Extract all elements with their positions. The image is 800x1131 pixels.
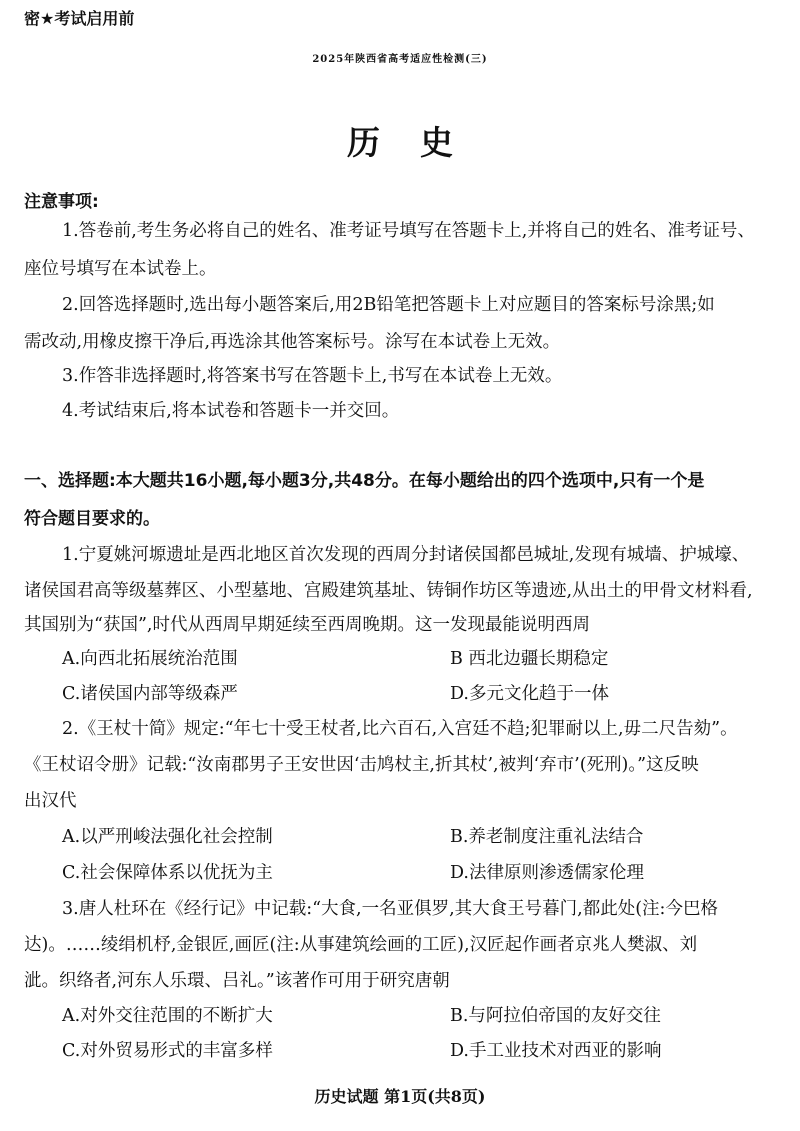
q3-option-b: B.与阿拉伯帝国的友好交往	[450, 1006, 661, 1026]
q1-stem-line-1: 1.宁夏姚河塬遗址是西北地区首次发现的西周分封诸侯国都邑城址,发现有城墙、护城壕、	[62, 545, 750, 565]
q1-option-a: A.向西北拓展统治范围	[62, 649, 238, 669]
q1-stem-line-3: 其国别为“获国”,时代从西周早期延续至西周晚期。这一发现最能说明西周	[24, 615, 590, 635]
notice-item-1-line-2: 座位号填写在本试卷上。	[24, 259, 217, 279]
confidential-label: 密★考试启用前	[24, 9, 135, 28]
page-footer: 历史试题 第1页(共8页)	[314, 1087, 486, 1106]
q2-stem-line-2: 《王杖诏令册》记载:“汝南郡男子王安世因‘击鸠杖主,折其杖’,被判‘弃市’(死刑)。”这反映	[24, 755, 699, 775]
q2-stem-line-1: 2.《王杖十简》规定:“年七十受王杖者,比六百石,入宫廷不趋;犯罪耐以上,毋二尺告劾”。	[62, 719, 738, 739]
q3-option-c: C.对外贸易形式的丰富多样	[62, 1041, 273, 1061]
q1-option-d: D.多元文化趋于一体	[450, 684, 609, 704]
notice-item-3: 3.作答非选择题时,将答案书写在答题卡上,书写在本试卷上无效。	[62, 366, 563, 386]
q2-option-d: D.法律原则渗透儒家伦理	[450, 863, 644, 883]
q3-stem-line-1: 3.唐人杜环在《经行记》中记载:“大食,一名亚俱罗,其大食王号暮门,都此处(注:今巴格	[62, 899, 718, 919]
q3-option-a: A.对外交往范围的不断扩大	[62, 1006, 273, 1026]
q1-option-b: B 西北边疆长期稳定	[450, 649, 609, 669]
q2-option-b: B.养老制度注重礼法结合	[450, 827, 644, 847]
q1-option-c: C.诸侯国内部等级森严	[62, 684, 238, 704]
subject-title: 历史	[347, 123, 493, 162]
notice-item-2-line-1: 2.回答选择题时,选出每小题答案后,用2B铅笔把答题卡上对应题目的答案标号涂黑;如	[62, 295, 715, 315]
notice-item-4: 4.考试结束后,将本试卷和答题卡一并交回。	[62, 401, 400, 421]
notice-item-1-line-1: 1.答卷前,考生务必将自己的姓名、准考证号填写在答题卡上,并将自己的姓名、准考证号、	[62, 221, 755, 241]
section-heading-line-1: 一、选择题:本大题共16小题,每小题3分,共48分。在每小题给出的四个选项中,只有一个是	[24, 471, 705, 491]
q3-stem-line-3: 泚。织络者,河东人乐環、吕礼。”该著作可用于研究唐朝	[24, 971, 450, 991]
q2-stem-line-3: 出汉代	[24, 791, 77, 811]
q3-stem-line-2: 达)。……绫绢机杼,金银匠,画匠(注:从事建筑绘画的工匠),汉匠起作画者京兆人樊淑、刘	[24, 935, 698, 955]
notice-item-2-line-2: 需改动,用橡皮擦干净后,再选涂其他答案标号。涂写在本试卷上无效。	[24, 332, 561, 352]
exam-title: 2025年陕西省高考适应性检测(三)	[312, 54, 488, 65]
q1-stem-line-2: 诸侯国君高等级墓葬区、小型墓地、宫殿建筑基址、铸铜作坊区等遗迹,从出土的甲骨文材料看,	[24, 581, 753, 601]
notice-heading: 注意事项:	[24, 192, 99, 212]
q3-option-d: D.手工业技术对西亚的影响	[450, 1041, 662, 1061]
section-heading-line-2: 符合题目要求的。	[24, 509, 160, 529]
q2-option-a: A.以严刑峻法强化社会控制	[62, 827, 273, 847]
q2-option-c: C.社会保障体系以优抚为主	[62, 863, 273, 883]
